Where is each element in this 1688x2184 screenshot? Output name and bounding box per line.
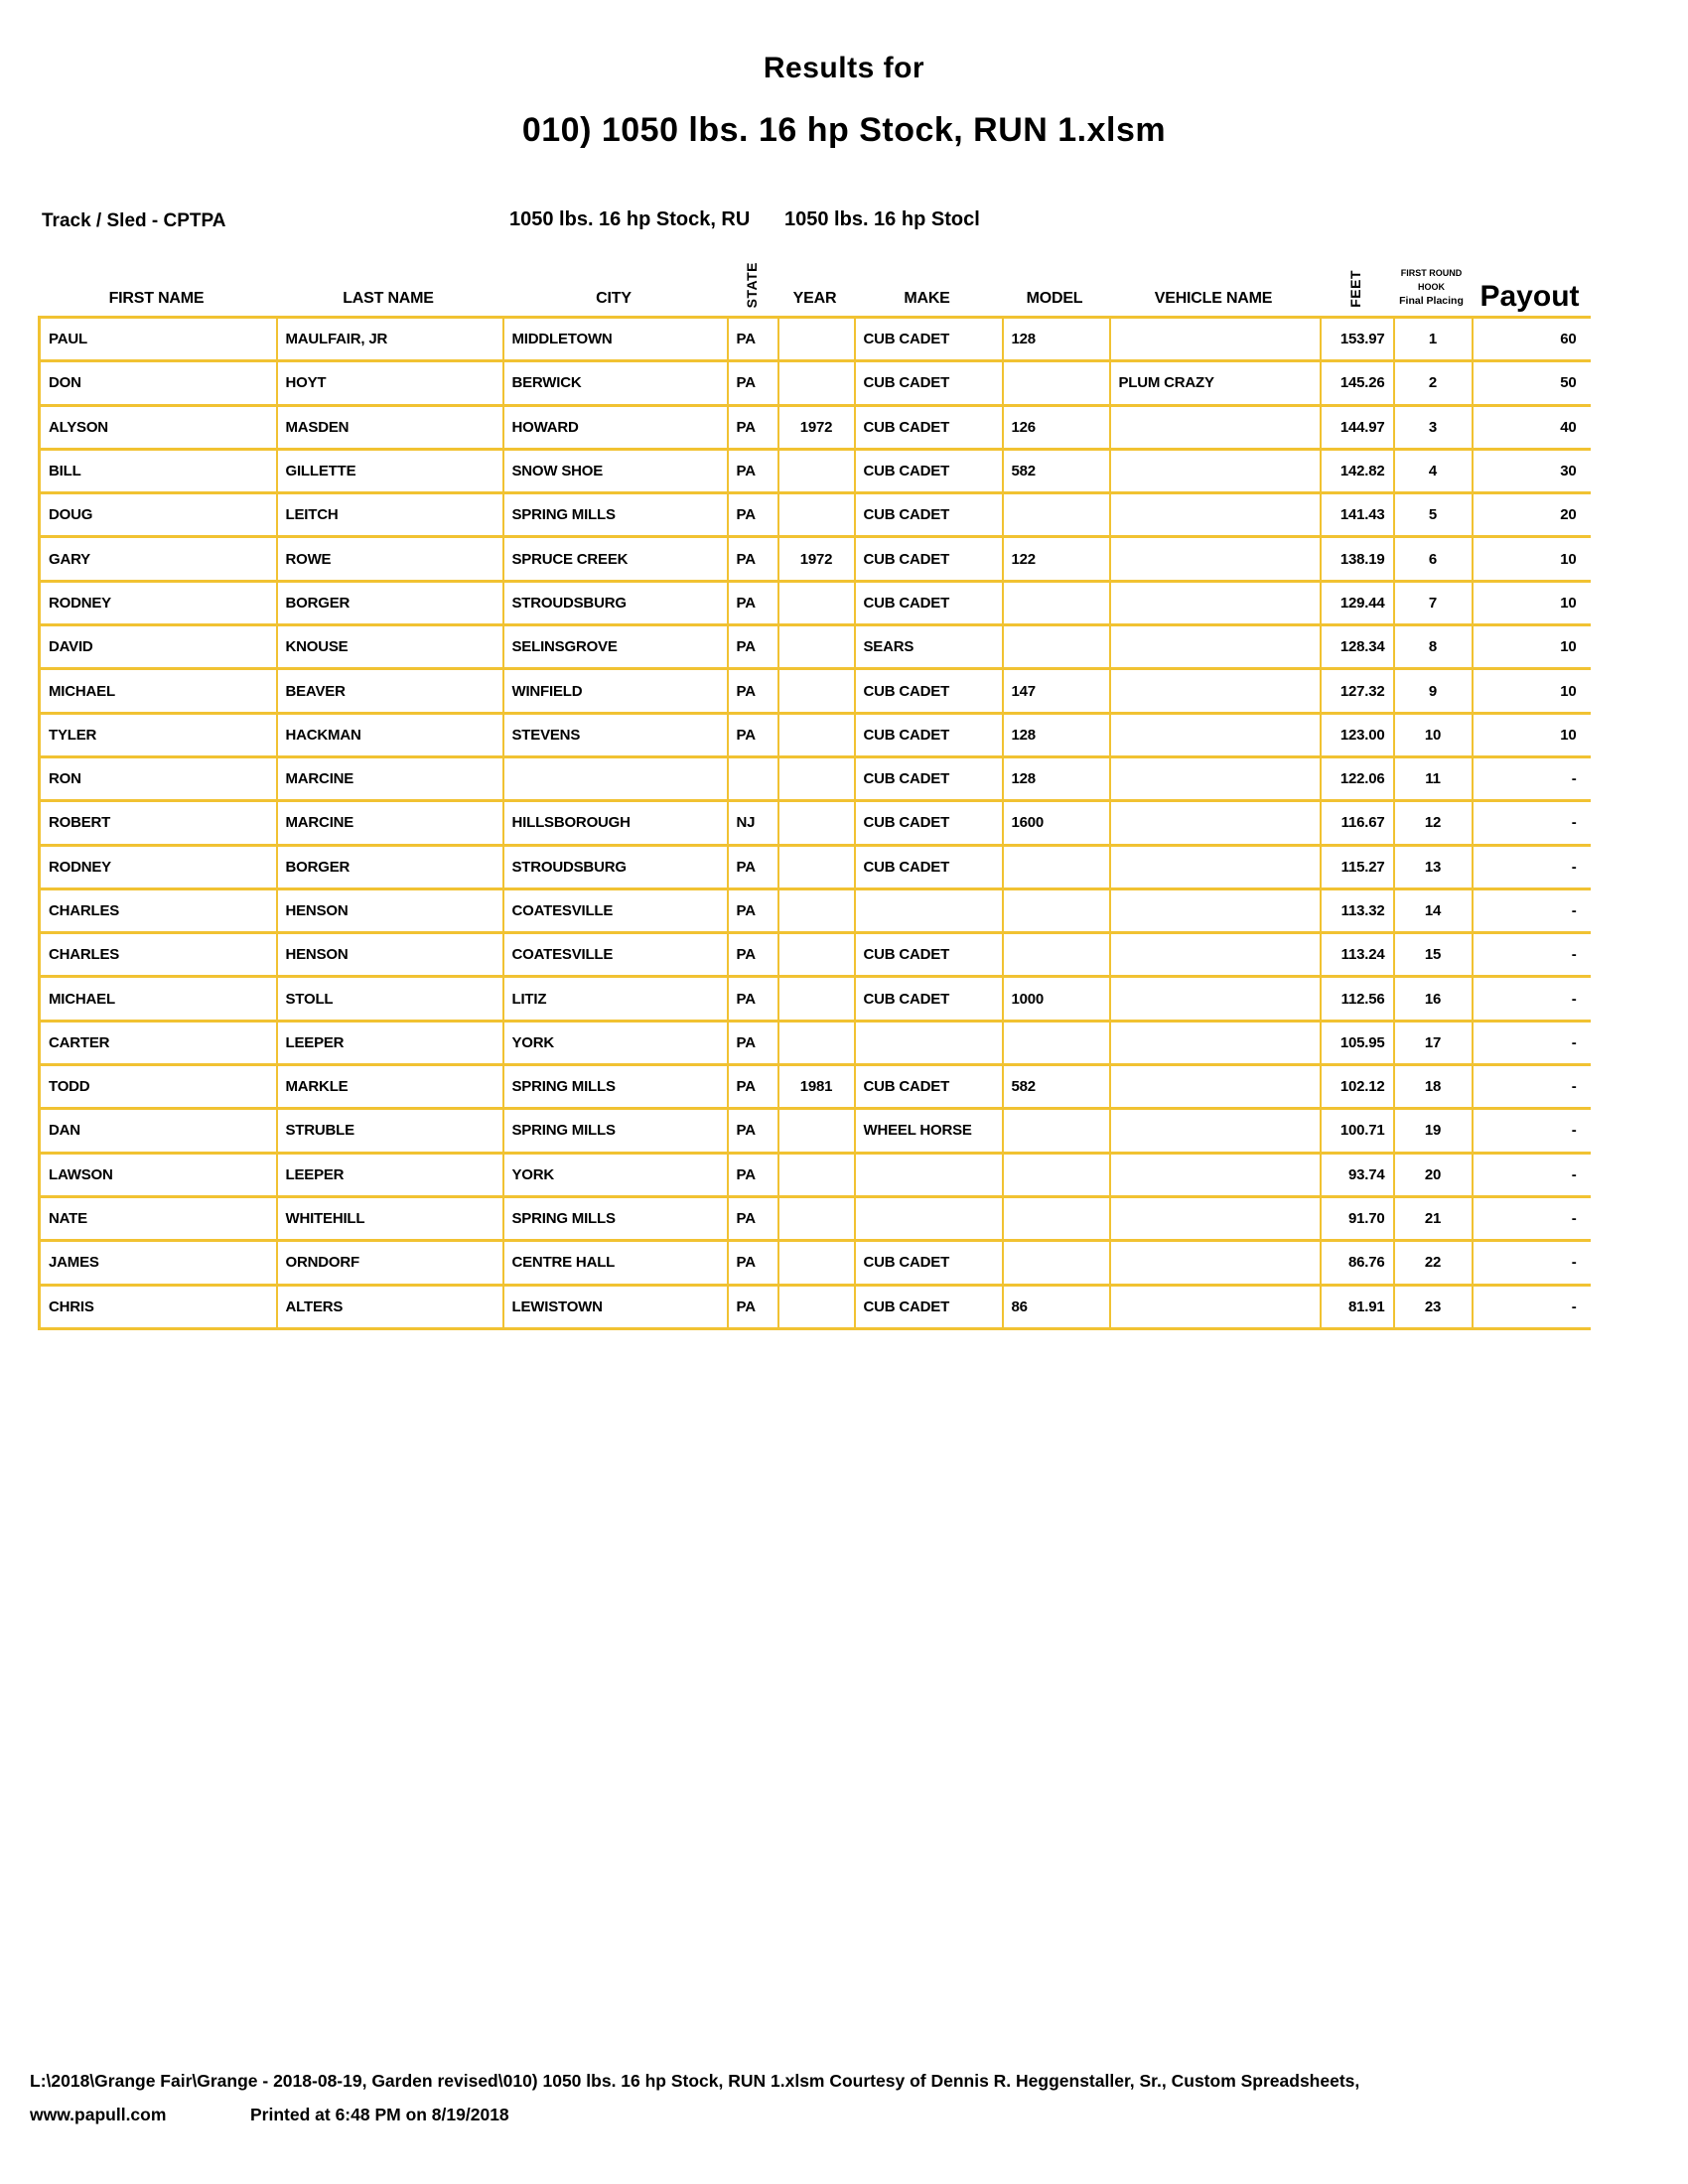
cell-hook: 8 [1394, 625, 1473, 669]
cell-model: 1600 [1003, 801, 1110, 845]
cell-vehicle-name [1110, 1153, 1321, 1196]
cell-feet: 93.74 [1321, 1153, 1394, 1196]
cell-hook: 7 [1394, 581, 1473, 624]
cell-payout: 10 [1473, 581, 1591, 624]
cell-hook: 17 [1394, 1021, 1473, 1064]
cell-city: HOWARD [503, 405, 728, 449]
cell-state: PA [728, 888, 778, 932]
cell-first-name: RODNEY [40, 581, 277, 624]
cell-city: SPRING MILLS [503, 493, 728, 537]
cell-last-name: STOLL [277, 977, 503, 1021]
cell-state: PA [728, 405, 778, 449]
cell-first-name: LAWSON [40, 1153, 277, 1196]
cell-make: SEARS [855, 625, 1003, 669]
cell-model [1003, 1196, 1110, 1240]
cell-vehicle-name: PLUM CRAZY [1110, 361, 1321, 405]
cell-make: CUB CADET [855, 801, 1003, 845]
cell-city: MIDDLETOWN [503, 318, 728, 361]
cell-payout: - [1473, 1153, 1591, 1196]
cell-feet: 129.44 [1321, 581, 1394, 624]
page-title: Results for [763, 52, 925, 84]
cell-vehicle-name [1110, 756, 1321, 800]
cell-make: CUB CADET [855, 933, 1003, 977]
cell-first-name: RON [40, 756, 277, 800]
cell-last-name: LEITCH [277, 493, 503, 537]
cell-payout: - [1473, 1021, 1591, 1064]
cell-payout: 40 [1473, 405, 1591, 449]
cell-vehicle-name [1110, 1196, 1321, 1240]
cell-city: YORK [503, 1021, 728, 1064]
table-row [40, 318, 1591, 361]
cell-year [778, 1196, 855, 1240]
footer-printed-timestamp: Printed at 6:48 PM on 8/19/2018 [250, 2105, 509, 2124]
cell-hook: 20 [1394, 1153, 1473, 1196]
table-row [40, 756, 1591, 800]
cell-vehicle-name [1110, 1285, 1321, 1328]
cell-city: STROUDSBURG [503, 845, 728, 888]
cell-last-name: HENSON [277, 933, 503, 977]
cell-feet: 100.71 [1321, 1109, 1394, 1153]
cell-first-name: DAVID [40, 625, 277, 669]
table-row [40, 845, 1591, 888]
cell-model: 147 [1003, 669, 1110, 713]
cell-vehicle-name [1110, 713, 1321, 756]
cell-city: STROUDSBURG [503, 581, 728, 624]
cell-model: 582 [1003, 1065, 1110, 1109]
cell-state: PA [728, 625, 778, 669]
cell-hook: 2 [1394, 361, 1473, 405]
column-header-row [38, 238, 1589, 316]
cell-vehicle-name [1110, 1065, 1321, 1109]
cell-state: PA [728, 1153, 778, 1196]
cell-state: PA [728, 1021, 778, 1064]
cell-year [778, 933, 855, 977]
cell-city [503, 756, 728, 800]
cell-vehicle-name [1110, 1241, 1321, 1285]
cell-first-name: JAMES [40, 1241, 277, 1285]
column-header-last-name: LAST NAME [343, 290, 434, 307]
cell-last-name: GILLETTE [277, 449, 503, 492]
cell-year [778, 888, 855, 932]
cell-hook: 21 [1394, 1196, 1473, 1240]
cell-year: 1972 [778, 537, 855, 581]
cell-year [778, 318, 855, 361]
table-row [40, 801, 1591, 845]
cell-vehicle-name [1110, 977, 1321, 1021]
cell-state: PA [728, 318, 778, 361]
cell-first-name: MICHAEL [40, 669, 277, 713]
footer-website: www.papull.com [30, 2105, 167, 2124]
cell-vehicle-name [1110, 845, 1321, 888]
cell-hook: 19 [1394, 1109, 1473, 1153]
cell-model: 128 [1003, 318, 1110, 361]
table-row [40, 1065, 1591, 1109]
cell-make: CUB CADET [855, 845, 1003, 888]
table-row [40, 405, 1591, 449]
cell-hook: 5 [1394, 493, 1473, 537]
cell-hook: 11 [1394, 756, 1473, 800]
cell-payout: - [1473, 888, 1591, 932]
cell-state: PA [728, 845, 778, 888]
cell-first-name: DON [40, 361, 277, 405]
table-row [40, 669, 1591, 713]
cell-payout: - [1473, 845, 1591, 888]
cell-last-name: HENSON [277, 888, 503, 932]
cell-city: YORK [503, 1153, 728, 1196]
cell-make: CUB CADET [855, 1285, 1003, 1328]
cell-year [778, 1153, 855, 1196]
cell-state: PA [728, 537, 778, 581]
cell-make [855, 1021, 1003, 1064]
cell-first-name: DOUG [40, 493, 277, 537]
cell-first-name: BILL [40, 449, 277, 492]
cell-feet: 141.43 [1321, 493, 1394, 537]
cell-first-name: TYLER [40, 713, 277, 756]
cell-payout: 10 [1473, 669, 1591, 713]
cell-hook: 12 [1394, 801, 1473, 845]
cell-feet: 145.26 [1321, 361, 1394, 405]
column-header-feet: FEET [1347, 270, 1363, 308]
cell-first-name: MICHAEL [40, 977, 277, 1021]
cell-first-name: CHRIS [40, 1285, 277, 1328]
cell-make: CUB CADET [855, 756, 1003, 800]
cell-city: SNOW SHOE [503, 449, 728, 492]
cell-feet: 102.12 [1321, 1065, 1394, 1109]
cell-hook: 4 [1394, 449, 1473, 492]
cell-year [778, 845, 855, 888]
cell-year [778, 1021, 855, 1064]
table-row [40, 1285, 1591, 1328]
cell-make [855, 1196, 1003, 1240]
cell-last-name: WHITEHILL [277, 1196, 503, 1240]
cell-year: 1972 [778, 405, 855, 449]
cell-model [1003, 888, 1110, 932]
table-row [40, 1196, 1591, 1240]
cell-state: PA [728, 581, 778, 624]
cell-year [778, 801, 855, 845]
cell-model: 86 [1003, 1285, 1110, 1328]
column-header-year: YEAR [792, 290, 837, 307]
footer-file-path: L:\2018\Grange Fair\Grange - 2018-08-19, Garden revised\010) 1050 lbs. 16 hp Stock, RUN 1.xlsm Courtesy of Dennis R. Heggenstaller, Sr., Custom Spreadsheets, [30, 2071, 1360, 2091]
cell-last-name: LEEPER [277, 1153, 503, 1196]
cell-hook: 9 [1394, 669, 1473, 713]
cell-hook: 13 [1394, 845, 1473, 888]
cell-year [778, 1109, 855, 1153]
cell-last-name: BORGER [277, 581, 503, 624]
table-row [40, 449, 1591, 492]
cell-year [778, 361, 855, 405]
cell-payout: 50 [1473, 361, 1591, 405]
cell-model [1003, 933, 1110, 977]
cell-make: CUB CADET [855, 1065, 1003, 1109]
cell-last-name: MARKLE [277, 1065, 503, 1109]
cell-model [1003, 845, 1110, 888]
cell-model: 128 [1003, 756, 1110, 800]
table-row [40, 1109, 1591, 1153]
cell-year: 1981 [778, 1065, 855, 1109]
cell-hook: 15 [1394, 933, 1473, 977]
cell-first-name: NATE [40, 1196, 277, 1240]
cell-city: COATESVILLE [503, 888, 728, 932]
cell-last-name: HACKMAN [277, 713, 503, 756]
cell-first-name: PAUL [40, 318, 277, 361]
cell-city: WINFIELD [503, 669, 728, 713]
cell-state: PA [728, 977, 778, 1021]
cell-city: BERWICK [503, 361, 728, 405]
cell-make: CUB CADET [855, 493, 1003, 537]
column-header-make: MAKE [904, 290, 950, 307]
cell-first-name: RODNEY [40, 845, 277, 888]
cell-payout: - [1473, 1109, 1591, 1153]
cell-feet: 138.19 [1321, 537, 1394, 581]
cell-year [778, 669, 855, 713]
table-row [40, 1153, 1591, 1196]
cell-state: PA [728, 493, 778, 537]
cell-vehicle-name [1110, 493, 1321, 537]
cell-state [728, 756, 778, 800]
cell-city: COATESVILLE [503, 933, 728, 977]
cell-first-name: GARY [40, 537, 277, 581]
class-name: 1050 lbs. 16 hp Stock, RU [509, 208, 751, 230]
cell-feet: 113.32 [1321, 888, 1394, 932]
cell-city: SPRING MILLS [503, 1065, 728, 1109]
cell-feet: 128.34 [1321, 625, 1394, 669]
cell-last-name: ROWE [277, 537, 503, 581]
cell-last-name: ORNDORF [277, 1241, 503, 1285]
cell-model [1003, 1109, 1110, 1153]
cell-hook: 23 [1394, 1285, 1473, 1328]
column-header-hook: FIRST ROUND HOOK Final Placing [1399, 268, 1464, 308]
cell-state: PA [728, 1196, 778, 1240]
cell-first-name: CARTER [40, 1021, 277, 1064]
cell-feet: 91.70 [1321, 1196, 1394, 1240]
cell-last-name: LEEPER [277, 1021, 503, 1064]
cell-hook: 18 [1394, 1065, 1473, 1109]
cell-vehicle-name [1110, 669, 1321, 713]
column-header-state: STATE [743, 261, 760, 308]
table-row [40, 977, 1591, 1021]
cell-model: 126 [1003, 405, 1110, 449]
cell-city: SPRING MILLS [503, 1196, 728, 1240]
cell-feet: 105.95 [1321, 1021, 1394, 1064]
column-header-first-name: FIRST NAME [108, 290, 205, 307]
cell-feet: 116.67 [1321, 801, 1394, 845]
cell-city: SPRING MILLS [503, 1109, 728, 1153]
cell-make: WHEEL HORSE [855, 1109, 1003, 1153]
cell-year [778, 713, 855, 756]
cell-first-name: TODD [40, 1065, 277, 1109]
cell-feet: 113.24 [1321, 933, 1394, 977]
cell-hook: 10 [1394, 713, 1473, 756]
cell-last-name: BEAVER [277, 669, 503, 713]
cell-vehicle-name [1110, 1021, 1321, 1064]
cell-make: CUB CADET [855, 361, 1003, 405]
cell-make: CUB CADET [855, 318, 1003, 361]
cell-model [1003, 493, 1110, 537]
cell-vehicle-name [1110, 581, 1321, 624]
cell-vehicle-name [1110, 449, 1321, 492]
file-title: 010) 1050 lbs. 16 hp Stock, RUN 1.xlsm [521, 111, 1167, 149]
cell-year [778, 1285, 855, 1328]
cell-last-name: KNOUSE [277, 625, 503, 669]
cell-state: PA [728, 1285, 778, 1328]
cell-vehicle-name [1110, 537, 1321, 581]
cell-payout: 10 [1473, 625, 1591, 669]
cell-feet: 122.06 [1321, 756, 1394, 800]
cell-payout: - [1473, 756, 1591, 800]
class-name-overflow: 1050 lbs. 16 hp Stocl [784, 208, 980, 230]
column-header-city: CITY [596, 290, 632, 307]
cell-year [778, 756, 855, 800]
cell-model: 582 [1003, 449, 1110, 492]
cell-make: CUB CADET [855, 449, 1003, 492]
results-table [38, 316, 1591, 1330]
cell-model [1003, 361, 1110, 405]
cell-feet: 142.82 [1321, 449, 1394, 492]
cell-first-name: CHARLES [40, 933, 277, 977]
cell-vehicle-name [1110, 801, 1321, 845]
cell-vehicle-name [1110, 625, 1321, 669]
cell-hook: 3 [1394, 405, 1473, 449]
cell-model [1003, 1241, 1110, 1285]
cell-first-name: DAN [40, 1109, 277, 1153]
table-row [40, 581, 1591, 624]
cell-hook: 14 [1394, 888, 1473, 932]
cell-feet: 81.91 [1321, 1285, 1394, 1328]
cell-hook: 1 [1394, 318, 1473, 361]
cell-make: CUB CADET [855, 669, 1003, 713]
cell-last-name: MASDEN [277, 405, 503, 449]
cell-make [855, 888, 1003, 932]
cell-make: CUB CADET [855, 713, 1003, 756]
cell-payout: - [1473, 1285, 1591, 1328]
column-header-payout: Payout [1479, 280, 1580, 313]
cell-last-name: MARCINE [277, 801, 503, 845]
cell-model [1003, 1021, 1110, 1064]
cell-payout: - [1473, 977, 1591, 1021]
cell-make: CUB CADET [855, 537, 1003, 581]
table-row [40, 1021, 1591, 1064]
cell-vehicle-name [1110, 933, 1321, 977]
cell-last-name: ALTERS [277, 1285, 503, 1328]
cell-model [1003, 625, 1110, 669]
cell-state: NJ [728, 801, 778, 845]
cell-payout: 60 [1473, 318, 1591, 361]
table-row [40, 361, 1591, 405]
cell-feet: 86.76 [1321, 1241, 1394, 1285]
cell-feet: 144.97 [1321, 405, 1394, 449]
cell-year [778, 1241, 855, 1285]
cell-hook: 16 [1394, 977, 1473, 1021]
cell-city: STEVENS [503, 713, 728, 756]
cell-state: PA [728, 1241, 778, 1285]
cell-state: PA [728, 449, 778, 492]
cell-hook: 6 [1394, 537, 1473, 581]
cell-city: LITIZ [503, 977, 728, 1021]
cell-model: 128 [1003, 713, 1110, 756]
cell-make [855, 1153, 1003, 1196]
cell-year [778, 625, 855, 669]
cell-payout: - [1473, 1196, 1591, 1240]
track-sled-label: Track / Sled - CPTPA [42, 210, 226, 231]
cell-city: LEWISTOWN [503, 1285, 728, 1328]
cell-feet: 123.00 [1321, 713, 1394, 756]
table-row [40, 493, 1591, 537]
cell-payout: - [1473, 801, 1591, 845]
cell-last-name: MARCINE [277, 756, 503, 800]
cell-last-name: HOYT [277, 361, 503, 405]
cell-payout: - [1473, 1241, 1591, 1285]
cell-vehicle-name [1110, 1109, 1321, 1153]
cell-last-name: BORGER [277, 845, 503, 888]
cell-payout: - [1473, 933, 1591, 977]
cell-city: HILLSBOROUGH [503, 801, 728, 845]
cell-year [778, 449, 855, 492]
cell-state: PA [728, 1065, 778, 1109]
cell-last-name: MAULFAIR, JR [277, 318, 503, 361]
column-header-model: MODEL [1026, 290, 1083, 307]
cell-feet: 112.56 [1321, 977, 1394, 1021]
cell-payout: - [1473, 1065, 1591, 1109]
cell-first-name: CHARLES [40, 888, 277, 932]
cell-state: PA [728, 933, 778, 977]
cell-payout: 10 [1473, 713, 1591, 756]
cell-make: CUB CADET [855, 405, 1003, 449]
table-row [40, 625, 1591, 669]
cell-make: CUB CADET [855, 1241, 1003, 1285]
cell-feet: 153.97 [1321, 318, 1394, 361]
cell-year [778, 493, 855, 537]
table-row [40, 888, 1591, 932]
cell-first-name: ROBERT [40, 801, 277, 845]
cell-first-name: ALYSON [40, 405, 277, 449]
cell-state: PA [728, 669, 778, 713]
cell-vehicle-name [1110, 318, 1321, 361]
cell-vehicle-name [1110, 405, 1321, 449]
cell-feet: 127.32 [1321, 669, 1394, 713]
cell-city: CENTRE HALL [503, 1241, 728, 1285]
table-row [40, 713, 1591, 756]
cell-year [778, 977, 855, 1021]
cell-feet: 115.27 [1321, 845, 1394, 888]
cell-vehicle-name [1110, 888, 1321, 932]
cell-state: PA [728, 1109, 778, 1153]
cell-hook: 22 [1394, 1241, 1473, 1285]
cell-make: CUB CADET [855, 581, 1003, 624]
cell-state: PA [728, 361, 778, 405]
cell-model: 1000 [1003, 977, 1110, 1021]
table-row [40, 1241, 1591, 1285]
cell-model [1003, 581, 1110, 624]
table-row [40, 537, 1591, 581]
cell-state: PA [728, 713, 778, 756]
cell-year [778, 581, 855, 624]
cell-payout: 10 [1473, 537, 1591, 581]
table-row [40, 933, 1591, 977]
cell-payout: 20 [1473, 493, 1591, 537]
column-header-vehicle-name: VEHICLE NAME [1154, 290, 1273, 307]
cell-make: CUB CADET [855, 977, 1003, 1021]
cell-model: 122 [1003, 537, 1110, 581]
cell-city: SPRUCE CREEK [503, 537, 728, 581]
cell-city: SELINSGROVE [503, 625, 728, 669]
cell-model [1003, 1153, 1110, 1196]
cell-payout: 30 [1473, 449, 1591, 492]
cell-last-name: STRUBLE [277, 1109, 503, 1153]
